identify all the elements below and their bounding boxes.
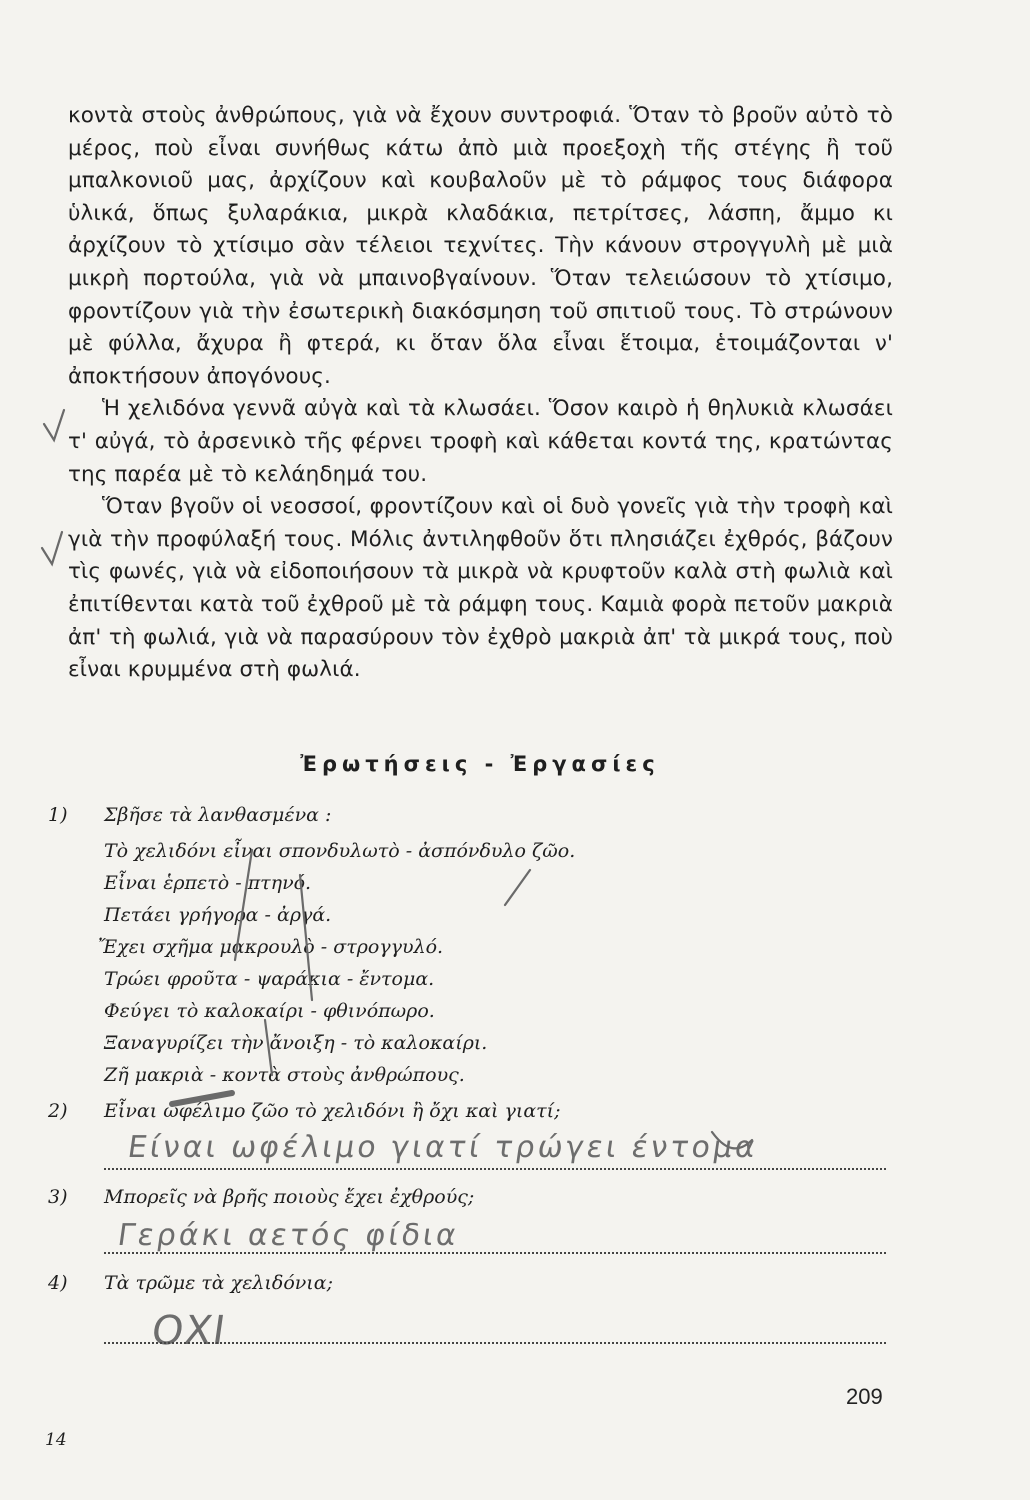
exercise-2-handwritten-answer: Είναι ωφέλιμο γιατί τρώγει έντομα bbox=[125, 1130, 761, 1165]
exercise-1-item: Πετάει γρήγορα - ἀργά. bbox=[104, 904, 332, 926]
answer-line bbox=[104, 1340, 886, 1344]
exercise-4-number: 4) bbox=[48, 1272, 68, 1294]
exercise-4-handwritten-answer: ΟΧΙ bbox=[148, 1308, 229, 1354]
exercise-3-handwritten-answer: Γεράκι αετός φίδια bbox=[115, 1218, 462, 1253]
exercise-4-prompt: Τὰ τρῶμε τὰ χελιδόνια; bbox=[104, 1272, 333, 1294]
exercise-1-item: Ζῆ μακριὰ - κοντὰ στοὺς ἀνθρώπους. bbox=[104, 1064, 465, 1086]
story-text bbox=[68, 100, 893, 687]
exercise-1-item: Ἔχει σχῆμα μακρουλὸ - στρογγυλό. bbox=[98, 936, 444, 958]
check-mark-icon bbox=[44, 410, 64, 440]
paragraph-nest-building: κοντὰ στοὺς ἀνθρώπους, γιὰ νὰ ἔχουν συντροφιά. Ὅταν τὸ βροῦν αὐτὸ τὸ μέρος, ποὺ εἶναι συνήθως κάτω ἀπὸ μιὰ προεξοχὴ τῆς στέγης ἢ τοῦ μπαλκονιοῦ μας, ἀρχίζουν καὶ κουβαλοῦν μὲ τὸ ράμφος τους διάφορα ὑλικά, ὅπως ξυλαράκια, μικρὰ κλαδάκια, πετρίτσες, λάσπη, ἄμμο κι ἀρχίζουν τὸ χτίσιμο σὰν τέλειοι τεχνίτες. Τὴν κάνουν στρογγυλὴ μὲ μιὰ μικρὴ πορτούλα, γιὰ νὰ μπαινοβγαίνουν. Ὅταν τελειώσουν τὸ χτίσιμο, φροντίζουν γιὰ τὴν ἐσωτερικὴ διακόσμηση τοῦ σπιτιοῦ τους. Τὸ στρώνουν μὲ φύλλα, ἄχυρα ἢ φτερά, κι ὅταν ὅλα εἶναι ἕτοιμα, ἑτοιμάζονται ν' ἀποκτήσουν ἀπογόνους. bbox=[68, 103, 893, 389]
section-heading: Ἐρωτήσεις - Ἐργασίες bbox=[300, 752, 660, 776]
check-mark-icon bbox=[42, 532, 62, 564]
answer-line bbox=[104, 1166, 886, 1170]
paragraph-chicks: Ὅταν βγοῦν οἱ νεοσσοί, φροντίζουν καὶ οἱ δυὸ γονεῖς γιὰ τὴν τροφὴ καὶ γιὰ τὴν προφύλαξή τους. Μόλις ἀντιληφθοῦν ὅτι πλησιάζει ἐχθρός, βάζουν τὶς φωνές, γιὰ νὰ εἰδοποιήσουν τὰ μικρὰ νὰ κρυφτοῦν καλὰ στὴ φωλιὰ καὶ ἐπιτίθενται κατὰ τοῦ ἐχθροῦ μὲ τὰ ράμφη τους. Καμιὰ φορὰ πετοῦν μακριὰ ἀπ' τὴ φωλιά, γιὰ νὰ παρασύρουν τὸν ἐχθρὸ μακριὰ ἀπ' τὰ μικρά τους, ποὺ εἶναι κρυμμένα στὴ φωλιά. bbox=[68, 494, 893, 683]
paragraph-eggs: Ἡ χελιδόνα γεννᾶ αὐγὰ καὶ τὰ κλωσάει. Ὅσον καιρὸ ἡ θηλυκιὰ κλωσάει τ' αὐγά, τὸ ἀρσενικὸ τῆς φέρνει τροφὴ καὶ κάθεται κοντά της, κρατώντας της παρέα μὲ τὸ κελάηδημά του. bbox=[68, 396, 893, 487]
exercise-3-number: 3) bbox=[48, 1186, 68, 1208]
strike-mark-icon bbox=[505, 870, 530, 905]
exercise-1-item: Τρώει φροῦτα - ψαράκια - ἔντομα. bbox=[104, 968, 435, 990]
exercise-1-item: Ξαναγυρίζει τὴν ἄνοιξη - τὸ καλοκαίρι. bbox=[104, 1032, 488, 1054]
exercise-1-item: Τὸ χελιδόνι εἶναι σπονδυλωτὸ - ἀσπόνδυλο ζῶο. bbox=[104, 840, 576, 862]
answer-line bbox=[104, 1250, 886, 1254]
exercise-1-number: 1) bbox=[48, 804, 68, 826]
exercise-1-item: Εἶναι ἑρπετὸ - πτηνό. bbox=[104, 872, 312, 894]
exercise-1-item: Φεύγει τὸ καλοκαίρι - φθινόπωρο. bbox=[104, 1000, 435, 1022]
exercise-3-prompt: Μπορεῖς νὰ βρῆς ποιοὺς ἔχει ἐχθρούς; bbox=[104, 1186, 475, 1208]
page-number: 209 bbox=[846, 1384, 883, 1409]
exercise-2-number: 2) bbox=[48, 1100, 68, 1122]
exercise-1-prompt: Σβῆσε τὰ λανθασμένα : bbox=[104, 804, 332, 826]
signature-mark: 14 bbox=[45, 1430, 67, 1450]
exercise-2-prompt: Εἶναι ὠφέλιμο ζῶο τὸ χελιδόνι ἢ ὄχι καὶ γιατί; bbox=[104, 1100, 561, 1122]
